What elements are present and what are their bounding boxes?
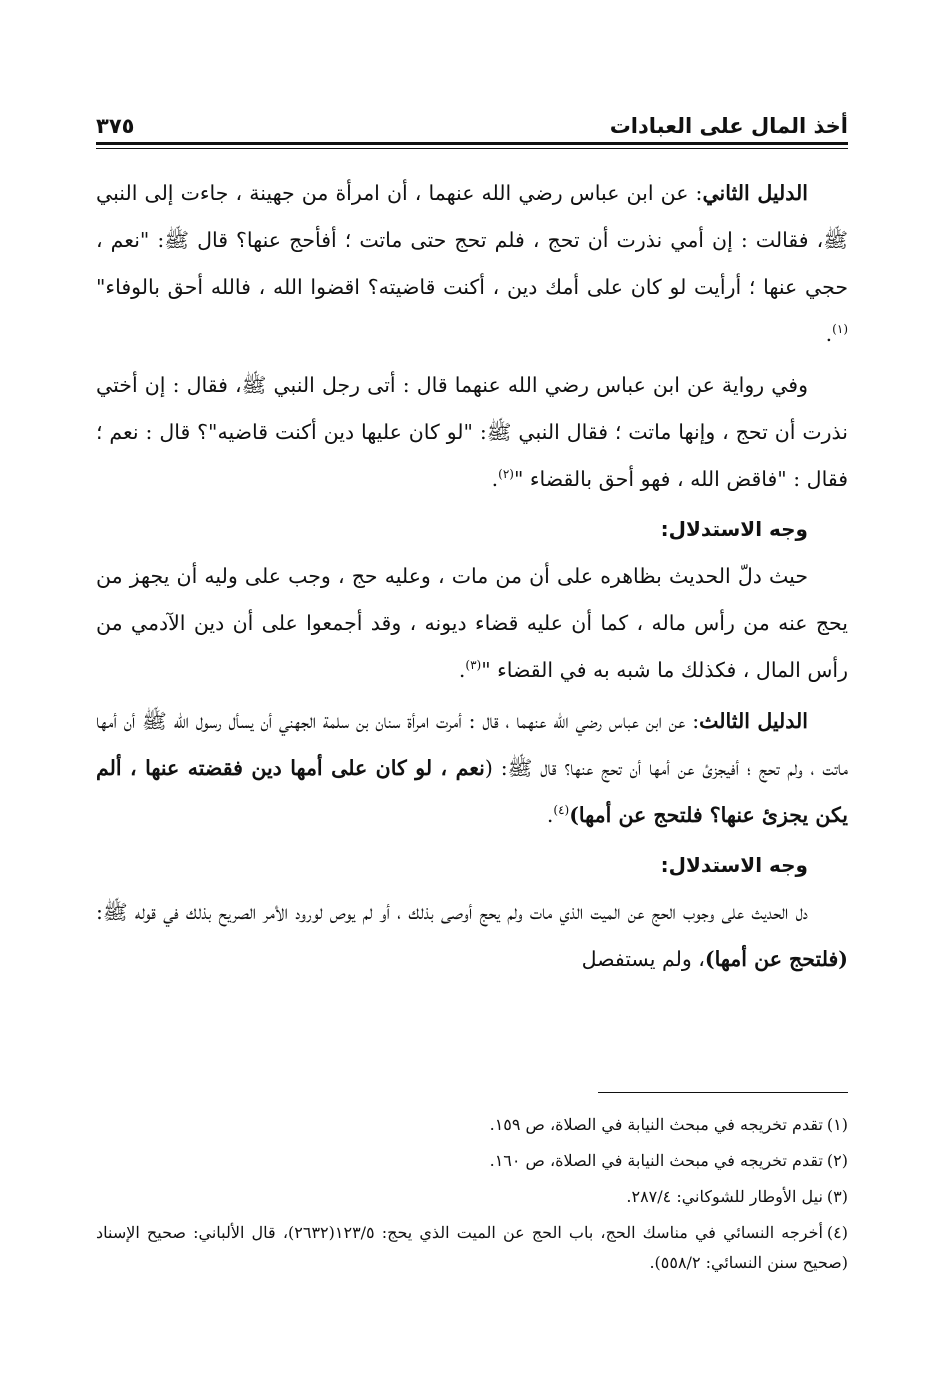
main-text <box>96 170 848 987</box>
footnote-3 <box>96 1182 848 1212</box>
paragraph-second-narration <box>96 362 848 503</box>
section-heading-inference-2: وجه الاستدلال: <box>660 853 808 877</box>
footnotes <box>96 1110 848 1284</box>
footnote-ref-1[interactable]: (١) <box>832 322 848 337</box>
footnote-number: (٣) <box>826 1187 848 1206</box>
footnote-separator <box>598 1092 848 1093</box>
footnote-4 <box>96 1218 848 1278</box>
inference-2-tail: ، ولم يستفصل <box>581 947 705 971</box>
paragraph-evidence-two <box>96 170 848 358</box>
inference-1-text: حيث دلّ الحديث بظاهره على أن من مات ، وعليه حج ، وجب على وليه أن يجهز من يحج عنه من رأس ماله ، كما أن عليه قضاء ديونه ، وقد أجمعوا على أن دين الآدمي من رأس المال ، فكذلك ما شبه به في القضاء " <box>96 564 848 682</box>
sentence-end: . <box>825 322 833 346</box>
evidence-three-quote: نعم ، لو كان على أمها دين فقضته عنها ، ألم يكن يجزئ عنها؟ فلتحج عن أمها) <box>96 756 848 827</box>
footnote-1 <box>96 1110 848 1140</box>
running-title: أخذ المال على العبادات <box>609 114 848 138</box>
inference-2-text: دل الحديث على وجوب الحج عن الميت الذي مات ولم يحج أوصى بذلك ، أو لم يوص لورود الأمر الصريح بذلك في قوله ﷺ: <box>96 900 808 924</box>
footnote-text: تقدم تخريجه في مبحث النيابة في الصلاة، ص ١٥٩. <box>489 1115 823 1134</box>
footnote-text: أخرجه النسائي في مناسك الحج، باب الحج عن الميت الذي يحج: ١٢٣/٥(٢٦٣٢)، قال الألباني: صحيح الإسناد (صحيح سنن النسائي: ٥٥٨/٢). <box>96 1223 848 1272</box>
footnote-text: نيل الأوطار للشوكاني: ٢٨٧/٤. <box>626 1187 823 1206</box>
footnote-number: (١) <box>826 1115 848 1134</box>
footnote-number: (٢) <box>826 1151 848 1170</box>
evidence-two-label: الدليل الثاني <box>702 181 808 205</box>
footnote-ref-3[interactable]: (٣) <box>465 658 482 673</box>
paragraph-inference-1 <box>96 553 848 694</box>
footnote-2 <box>96 1146 848 1176</box>
inference-2-quote: (فلتحج عن أمها) <box>704 947 848 971</box>
evidence-three-label: الدليل الثالث <box>699 709 808 733</box>
paragraph-inference-2 <box>96 889 848 983</box>
evidence-two-text: : عن ابن عباس رضي الله عنهما ، أن امرأة من جهينة ، جاءت إلى النبي ﷺ، فقالت : إن أمي نذرت أن تحج ، فلم تحج حتى ماتت ؛ أفأحج عنها؟ قال ﷺ: "نعم ، حجي عنها ؛ أرأيت لو كان على أمك دين ، أكنت قاضيته؟ اقضوا الله ، فالله أحق بالوفاء" <box>96 181 848 299</box>
section-heading-inference-1: وجه الاستدلال: <box>660 517 808 541</box>
evidence-three-text: : عن ابن عباس رضي الله عنهما ، قال : أمرت امرأة سنان بن سلمة الجهني أن يسأل رسول الله ﷺ أن أمها ماتت ، ولم تحج ؛ أفيجزئ عن أمها أن تحج عنها؟ قال ﷺ: ( <box>96 709 848 780</box>
sentence-end: . <box>546 803 554 827</box>
header-rule-thick <box>96 142 848 145</box>
second-narration-text: وفي رواية عن ابن عباس رضي الله عنهما قال : أتى رجل النبي ﷺ، فقال : إن أختي نذرت أن تحج ، وإنها ماتت ؛ فقال النبي ﷺ: "لو كان عليها دين أكنت قاضيه"؟ قال : نعم ؛ فقال : "فاقض الله ، فهو أحق بالقضاء " <box>96 373 848 491</box>
running-header <box>96 96 848 138</box>
sentence-end: . <box>458 658 466 682</box>
footnote-text: تقدم تخريجه في مبحث النيابة في الصلاة، ص ١٦٠. <box>489 1151 823 1170</box>
footnote-number: (٤) <box>826 1223 848 1242</box>
sentence-end: . <box>491 467 499 491</box>
footnote-ref-4[interactable]: (٤) <box>553 803 570 818</box>
footnote-ref-2[interactable]: (٢) <box>498 467 514 482</box>
header-rule-thin <box>96 148 848 149</box>
page-number: ٣٧٥ <box>96 114 135 138</box>
paragraph-evidence-three <box>96 698 848 839</box>
